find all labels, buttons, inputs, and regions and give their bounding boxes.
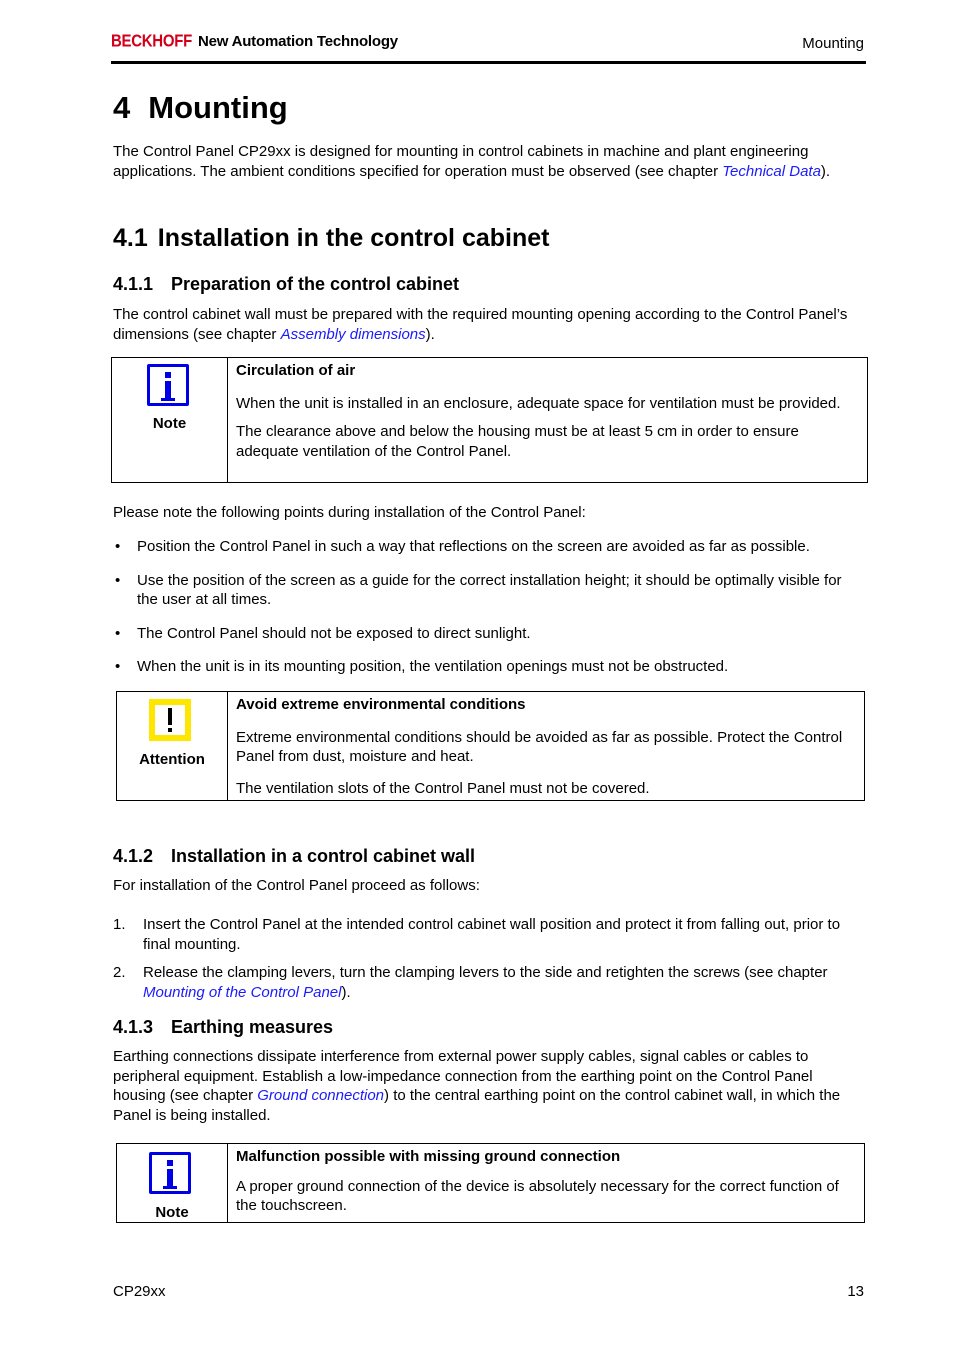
header-divider [111, 61, 866, 64]
note-paragraph: The clearance above and below the housing must be at least 5 cm in order to ensure adequate ventilation of the Control Panel. [236, 423, 799, 460]
link-technical-data[interactable]: Technical Data [722, 162, 821, 180]
logo-tagline: New Automation Technology [197, 33, 398, 50]
note-box-air-circulation [111, 357, 868, 483]
link-mounting-control-panel[interactable]: Mounting of the Control Panel [143, 983, 342, 1001]
info-icon [147, 364, 189, 406]
note-icon-cell [112, 358, 228, 482]
attention-box-environment [116, 691, 865, 801]
note-title: Malfunction possible with missing ground connection [236, 1148, 621, 1165]
note-title: Circulation of air [236, 362, 356, 379]
section-number: 4.1 [113, 224, 148, 252]
footer-page-number: 13 [847, 1283, 864, 1300]
step-text: Release the clamping levers, turn the clamping levers to the side and retighten the screws (see chapter [143, 964, 828, 981]
list-item: • Use the position of the screen as a guide for the correct installation height; it should be optimally visible for the user at all times. [113, 571, 865, 610]
note-label: Note [155, 1204, 189, 1221]
step-text-end: ). [341, 983, 351, 1001]
list-item [113, 915, 865, 954]
note-label: Note [152, 415, 187, 432]
chapter-number: 4 [113, 90, 131, 125]
subsection-title: Earthing measures [171, 1017, 334, 1037]
installation-intro: For installation of the Control Panel proceed as follows: [113, 877, 480, 894]
logo-brand: BECKHOFF [111, 31, 192, 52]
link-assembly-dimensions[interactable]: Assembly dimensions [280, 325, 426, 343]
attention-paragraph: Extreme environmental conditions should be avoided as far as possible. Protect the Control Panel from dust, moisture and heat. [236, 728, 843, 765]
subsection-number: 4.1.2 [113, 846, 154, 866]
header-section-title: Mounting [802, 35, 864, 52]
preparation-text-body: The control cabinet wall must be prepared with the required mounting opening according to the Control Panel’s dimensions (see chapter [113, 306, 848, 343]
section-title: Installation in the control cabinet [157, 224, 550, 252]
chapter-heading [113, 89, 288, 127]
installation-steps-list [113, 915, 865, 1011]
beckhoff-logo [111, 32, 398, 52]
earthing-text [113, 1047, 865, 1125]
attention-content [228, 692, 864, 800]
chapter-intro [113, 142, 865, 181]
subsection-heading-4-1-1 [113, 273, 459, 295]
preparation-text [113, 305, 865, 344]
note-icon-cell [117, 1144, 228, 1222]
chapter-intro-end: ). [820, 162, 831, 180]
list-item: • When the unit is in its mounting position, the ventilation openings must not be obstructed. [113, 657, 865, 677]
earthing-text-body: Earthing connections dissipate interference from external power supply cables, signal cables or cables to peripheral equipment. Establish a low-impedance connection from the earthing point on the Control Panel housing (see chapter [113, 1048, 813, 1104]
points-intro: Please note the following points during installation of the Control Panel: [113, 504, 586, 521]
info-icon [149, 1152, 191, 1194]
attention-label: Attention [139, 751, 205, 768]
list-item: • The Control Panel should not be exposed to direct sunlight. [113, 624, 865, 644]
note-box-ground-connection [116, 1143, 865, 1223]
subsection-title: Preparation of the control cabinet [171, 274, 460, 294]
note-paragraph: When the unit is installed in an enclosure, adequate space for ventilation must be provided. [236, 394, 841, 412]
step-text: Insert the Control Panel at the intended control cabinet wall position and protect it from falling out, prior to final mounting. [143, 916, 841, 953]
list-item: • Position the Control Panel in such a way that reflections on the screen are avoided as far as possible. [113, 537, 865, 557]
step-number: 1. [113, 916, 126, 933]
link-ground-connection[interactable]: Ground connection [257, 1087, 385, 1104]
attention-icon [149, 699, 191, 741]
subsection-number: 4.1.3 [113, 1017, 154, 1037]
note-paragraph: A proper ground connection of the device is absolutely necessary for the correct function of the touchscreen. [236, 1177, 839, 1214]
list-item [113, 963, 865, 1002]
subsection-number: 4.1.1 [113, 274, 154, 294]
attention-title: Avoid extreme environmental conditions [236, 696, 526, 713]
subsection-heading-4-1-2 [113, 845, 475, 867]
note-content [228, 358, 867, 482]
attention-icon-cell [117, 692, 228, 800]
subsection-title: Installation in a control cabinet wall [171, 846, 476, 866]
footer-product: CP29xx [113, 1283, 166, 1300]
step-number: 2. [113, 964, 126, 981]
chapter-intro-text: The Control Panel CP29xx is designed for mounting in control cabinets in machine and plant engineering applications. The ambient conditions specified for operation must be observed (see chapter [113, 143, 809, 180]
note-content [228, 1144, 864, 1222]
chapter-title: Mounting [148, 90, 288, 125]
subsection-heading-4-1-3 [113, 1016, 333, 1038]
installation-points-list [113, 537, 865, 691]
preparation-text-end: ). [425, 325, 435, 343]
section-heading-4-1 [113, 223, 549, 253]
attention-paragraph: The ventilation slots of the Control Panel must not be covered. [236, 779, 650, 797]
earthing-text-end: ) to the central earthing point on the control cabinet wall, in which the Panel is being installed. [113, 1087, 841, 1124]
